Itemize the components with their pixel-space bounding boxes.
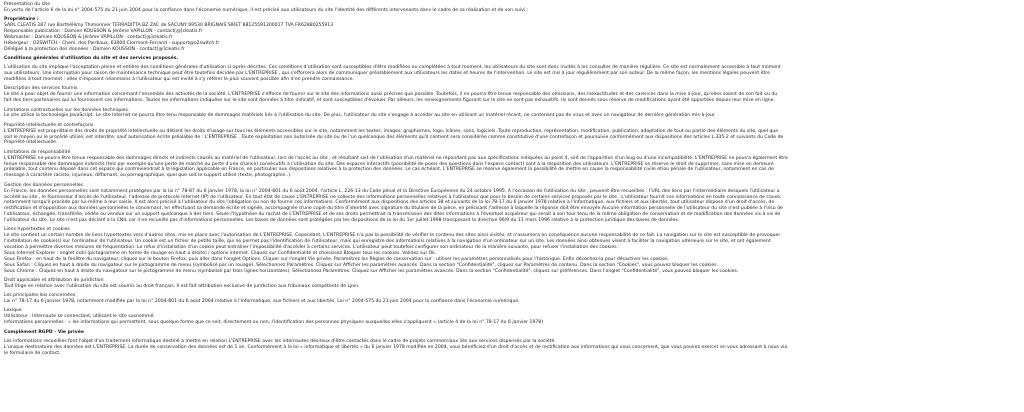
text-line: L'unique destinataire des données est L'ENTREPRISE. La durée de conservation des données est de 1 an. Conformément à la loi « informatique et libertés » du 6 janvier 1978 modifiée en 2004, vous bénéficiez d'un droit d'accès et de rectification aux informations qui vous concernent, que vous pouvez exercer en vous adressant à nous via [4, 344, 788, 350]
text-line: vocation à permettre diverses mesures de fréquentation. Le refus d'installation d'un cookie peut entraîner l'impossibilité d'accéder à certains services. L'utilisateur peut toutefois configurer son ordinateur de la manière suivante, pour refuser l'installation des cookies : [4, 245, 620, 251]
text-line: Les principales lois concernées [4, 293, 76, 299]
text-line: Lexique [4, 308, 22, 314]
text-line: préalable, tout contenu déposé dans cet espace qui contreviendrait à la législation applicable en France, en particulier aux dispositions relatives à la protection des données. Le cas échéant, L'ENTREPRISE se réserve également la possibilité de mettre en cause la responsabilité civile et/ou pénale de l'utilisateur, notamment en cas de [4, 167, 774, 173]
section-heading: Conditions générales d'utilisation du site et des services proposés. [4, 56, 179, 62]
text-line: Droit applicable et attribution de juridiction [4, 278, 104, 284]
text-line: L'ENTREPRISE est propriétaire des droits de propriété intellectuelle ou détient les droits d'usage sur tous les éléments accessibles sur le site, notamment les textes, images, graphismes, logo, icônes, sons, logiciels. Toute reproduction, représentation, modification, publication, adaptation de tout ou partie des éléments du site, quel que [4, 128, 779, 134]
text-line: Limitations contractuelles sur les données techniques. [4, 107, 130, 113]
text-line: l'utilisateur du site. Le site n'est pas déclaré à la CNIL car il ne recueille pas d'informations personnelles. Les bases de données sont protégées par les dispositions de la loi du 1er juillet 1998 transposant la directive 96/9 du 11 mars 1996 relative à la protection juridique des bases de données. [4, 218, 680, 224]
text-line: Tout litige en relation avec l'utilisation du site est soumis au droit français. Il est fait attribution exclusive de juridiction aux tribunaux compétents de Lyon. [4, 283, 360, 289]
text-line: Présentation du site [4, 2, 50, 7]
text-line: soit le moyen ou le procédé utilisé, est interdite, sauf autorisation écrite préalable de : L'ENTREPRISE . Toute exploitation non autorisée du site ou de l'un quelconque des éléments qu'il contient sera considérée comme constitutive d'une contrefaçon et poursuivie conformément aux dispositions des articles L.335-2 et suivants du Code de [4, 134, 784, 140]
legal-section [4, 278, 1020, 290]
text-line: L'utilisation du site implique l'acceptation pleine et entière des conditions générales d'utilisation ci-après décrites. Ces conditions d'utilisation sont susceptibles d'être modifiées ou complétées à tout moment, les utilisateurs du site sont donc invités à les consulter de manière régulière. Ce site est normalement accessible à tout moment [4, 65, 781, 71]
text-line: Loi n° 78-17 du 6 janvier 1978, notamment modifiée par la loi n° 2004-801 du 6 août 2004 relative à l'informatique, aux fichiers et aux libertés. Loi n° 2004-575 du 21 juin 2004 pour la confiance dans l'économie numérique. [4, 299, 520, 305]
legal-section [4, 2, 1020, 14]
section-heading: Propriétaire : [4, 17, 39, 23]
text-line: fait des tiers partenaires qui lui fournissent ces informations. Toutes les informations indiquées sur le site sont données à titre indicatif, et sont susceptibles d'évoluer. Par ailleurs, les renseignements figurant sur le site ne sont pas exhaustifs. Ils sont donnés sous réserve de modifications ayant été apportées depuis leur mise en ligne. [4, 98, 775, 104]
text-line: En vertu de l'article 6 de la loi n° 2004-575 du 21 juin 2004 pour la confiance dans l'économie numérique, il est précisé aux utilisateurs du site l'identité des différents intervenants dans le cadre de sa réalisation et de son suivi : [4, 7, 529, 13]
legal-section [4, 17, 1020, 52]
legal-section [4, 293, 1020, 305]
text-line: Sous Chrome : Cliquez en haut à droite du navigateur sur le pictogramme de menu (symbolisé par trois lignes horizontales). Sélectionnez Paramètres. Cliquez sur Afficher les paramètres avancés. Dans la section "Confidentialité", cliquez sur préférences. Dans l'onglet "Confidentialité", vous pouvez bloquer les cookies. [4, 268, 739, 274]
text-line: En France, les données personnelles sont notamment protégées par la loi n° 78-87 du 6 janvier 1978, la loi n° 2004-801 du 6 août 2004, l'article L. 226-13 du Code pénal et la Directive Européenne du 24 octobre 1995. A l'occasion de l'utilisation du site , peuvent être recueillies : l'URL des liens par l'intermédiaire desquels l'utilisateur a [4, 188, 780, 194]
legal-section [4, 108, 1020, 120]
text-line: modifiées à tout moment : elles s'imposent néanmoins à l'utilisateur qui est invité à s'y référer le plus souvent possible afin d'en prendre connaissance. [4, 77, 355, 83]
text-line: Responsable publication : Damien KOUSSON & Jérôme VAPILLON - contact[@]cleatis.fr [4, 29, 203, 35]
text-line: Le site contient un certain nombre de liens hypertextes vers d'autres sites, mis en place avec l'autorisation de L'ENTREPRISE. Cependant, L'ENTREPRISE n'a pas la possibilité de vérifier le contenu des sites ainsi visités, et n'assumera en conséquence aucune responsabilité de ce fait. La navigation sur le site est susceptible de provoquer [4, 233, 781, 239]
text-line: l'installation de cookie(s) sur l'ordinateur de l'utilisateur. Un cookie est un fichier de petite taille, qui ne permet pas l'identification de l'utilisateur, mais qui enregistre des informations relatives à la navigation d'un ordinateur sur un site. Les données ainsi obtenues visent à faciliter la navigation ultérieure sur le site, et ont également [4, 239, 771, 245]
text-line: Webmaster : Damien KOUSSON & Jérôme VAPILLON - contact[@]cleatis.fr [4, 34, 173, 40]
text-line: Délégué à la protection des données : Damien KOUSSON - contact[@]cleatis.fr [4, 46, 185, 52]
text-line: l'utilisateur, échangée, transférée, cédée ou vendue sur un support quelconque à des tiers. Seule l'hypothèse du rachat de L'ENTREPRISE et de ses droits permettrait la transmission des dites informations à l'éventuel acquéreur qui serait à son tour tenu de la même obligation de conservation et de modification des données vis à vis de [4, 212, 781, 218]
text-line: Sous Safari : Cliquez en haut à droite du navigateur sur le pictogramme de menu (symbolisé par un rouage). Sélectionnez Paramètres. Cliquez sur Afficher les paramètres avancés. Dans la section "Confidentialité", cliquez sur Paramètres de contenu. Dans la section "Cookies", vous pouvez bloquer les cookies. [4, 262, 719, 268]
legal-section [4, 123, 1020, 147]
text-line: Liens hypertextes et cookies [4, 227, 70, 233]
text-line: tenue responsable des dommages indirects (tels par exemple qu'une perte de marché ou perte d'une chance) consécutifs à l'utilisation du site. Des espaces interactifs (possibilité de poser des questions dans l'espace contact) sont à la disposition des utilisateurs. L'ENTREPRISE se réserve le droit de supprimer, sans mise en demeure [4, 161, 774, 167]
text-line: Hébergeur : O2SWITCH - Chem. des Pardiaux, 63000 Clermont-Ferrand - support@o2switch.fr [4, 40, 220, 46]
text-line: Sous Internet Explorer : onglet outil (pictogramme en forme de rouage en haut a droite) / options internet. Cliquez sur Confidentialité et choisissez Bloquer tous les cookies. Validez sur Ok. [4, 251, 437, 257]
text-line: message à caractère raciste, injurieux, diffamant, ou pornographique, quel que soit le support utilisé (texte, photographie..). [4, 173, 292, 179]
text-line: accédé au site , le fournisseur d'accès de l'utilisateur, l'adresse de protocole Internet (IP) de l'utilisateur. En tout état de cause L'ENTREPRISE ne collecte des informations personnelles relatives à l'utilisateur que pour le besoin de certains services proposés par le site . L'utilisateur fournit ces informations en toute connaissance de cause, [4, 194, 782, 200]
text-line: Les informations recueillies font l'objet d'un traitement informatique destiné à mettre en relation L'ENTREPRISE avec les internautes désireux d'être contactés dans le cadre de projets commerciaux liés aux services dispensés par la société. [4, 338, 556, 344]
legal-section [4, 330, 1020, 336]
legal-section [4, 308, 1020, 326]
text-line: Propriété intellectuelle et contrefaçons. [4, 122, 95, 128]
legal-section [4, 56, 1020, 62]
text-line: Le site a pour objet de fournir une information concernant l'ensemble des activités de la société. L'ENTREPRISE s'efforce de fournir sur le site des informations aussi précises que possible. Toutefois, il ne pourra être tenue responsable des omissions, des inexactitudes et des carences dans la mise à jour, qu'elles soient de son fait ou du [4, 92, 778, 98]
legal-section [4, 339, 1020, 357]
text-line: rectification et d'opposition aux données personnelles le concernant, en effectuant sa demande écrite et signée, accompagnée d'une copie du titre d'identité avec signature du titulaire de la pièce, en précisant l'adresse à laquelle la réponse doit être envoyée.Aucune information personnelle de l'utilisateur du site n'est publiée à l'insu de [4, 206, 783, 212]
legal-section [4, 183, 1020, 224]
text-line: Utilisateur : Internaute se connectant, utilisant le site susnommé. [4, 314, 155, 320]
text-line: Description des services fournis. [4, 86, 79, 92]
legal-section [4, 86, 1020, 104]
text-line: SARL CLEATIS 287 rue Barthélémy Thimonnier TERRADITTA BZ ZAC de SACUNY 69530 BRIGNAIS SIRET 88125591300017 TVA FR62880255913 [4, 23, 334, 29]
text-line: Le site utilise la technologie JavaScript. Le site Internet ne pourra être tenu responsable de dommages matériels liés à l'utilisation du site. De plus, l'utilisateur du site s'engage à accéder au site en utilisant un matériel récent, ne contenant pas de virus et avec un navigateur de dernière génération mis-à-jour [4, 113, 715, 119]
text-line: Informations personnelles : « les informations qui permettent, sous quelque forme que ce soit, directement ou non, l'identification des personnes physiques auxquelles elles s'appliquent » (article 4 de la loi n° 78-17 du 6 janvier 1978) [4, 320, 544, 326]
legal-section [4, 65, 1020, 83]
legal-section [4, 150, 1020, 180]
text-line: Gestion des données personnelles. [4, 182, 85, 188]
text-line: le formulaire de contact. [4, 350, 61, 356]
text-line: Sous Firefox : en haut de la fenêtre du navigateur, cliquez sur le bouton Firefox, puis aller dans l'onglet Options. Cliquer sur l'onglet Vie privée. Paramétrez les Règles de conservation sur : utiliser les paramètres personnalisés pour l'historique. Enfin décochez-la pour désactiver les cookies. [4, 256, 669, 262]
text-line: L'ENTREPRISE ne pourra être tenue responsable des dommages directs et indirects causés au matériel de l'utilisateur, lors de l'accès au site , et résultant soit de l'utilisation d'un matériel ne répondant pas aux spécifications indiquées au point 4, soit de l'apparition d'un bug ou d'une incompatibilité. L'ENTREPRISE ne pourra également être [4, 155, 788, 161]
section-heading: Complément RGPD - Vie privée [4, 329, 84, 335]
legal-section [4, 227, 1020, 274]
text-line: Limitations de responsabilité [4, 149, 71, 155]
text-line: notamment lorsqu'il procède par lui-même à leur saisie. Il est alors précisé à l'utilisateur du site l'obligation ou non de fournir ces informations. Conformément aux dispositions des articles 38 et suivants de la loi 78-17 du 6 janvier 1978 relative à l'informatique, aux fichiers et aux libertés, tout utilisateur dispose d'un droit d'accès, de [4, 200, 775, 206]
text-line: aux utilisateurs. Une interruption pour raison de maintenance technique peut être toutefois décidée par L'ENTREPRISE , qui s'efforcera alors de communiquer préalablement aux utilisateurs les dates et heures de l'intervention. Le site est mis à jour régulièrement par son auteur. De la même façon, les mentions légales peuvent être [4, 71, 770, 77]
text-line: Propriété Intellectuelle. [4, 140, 58, 146]
